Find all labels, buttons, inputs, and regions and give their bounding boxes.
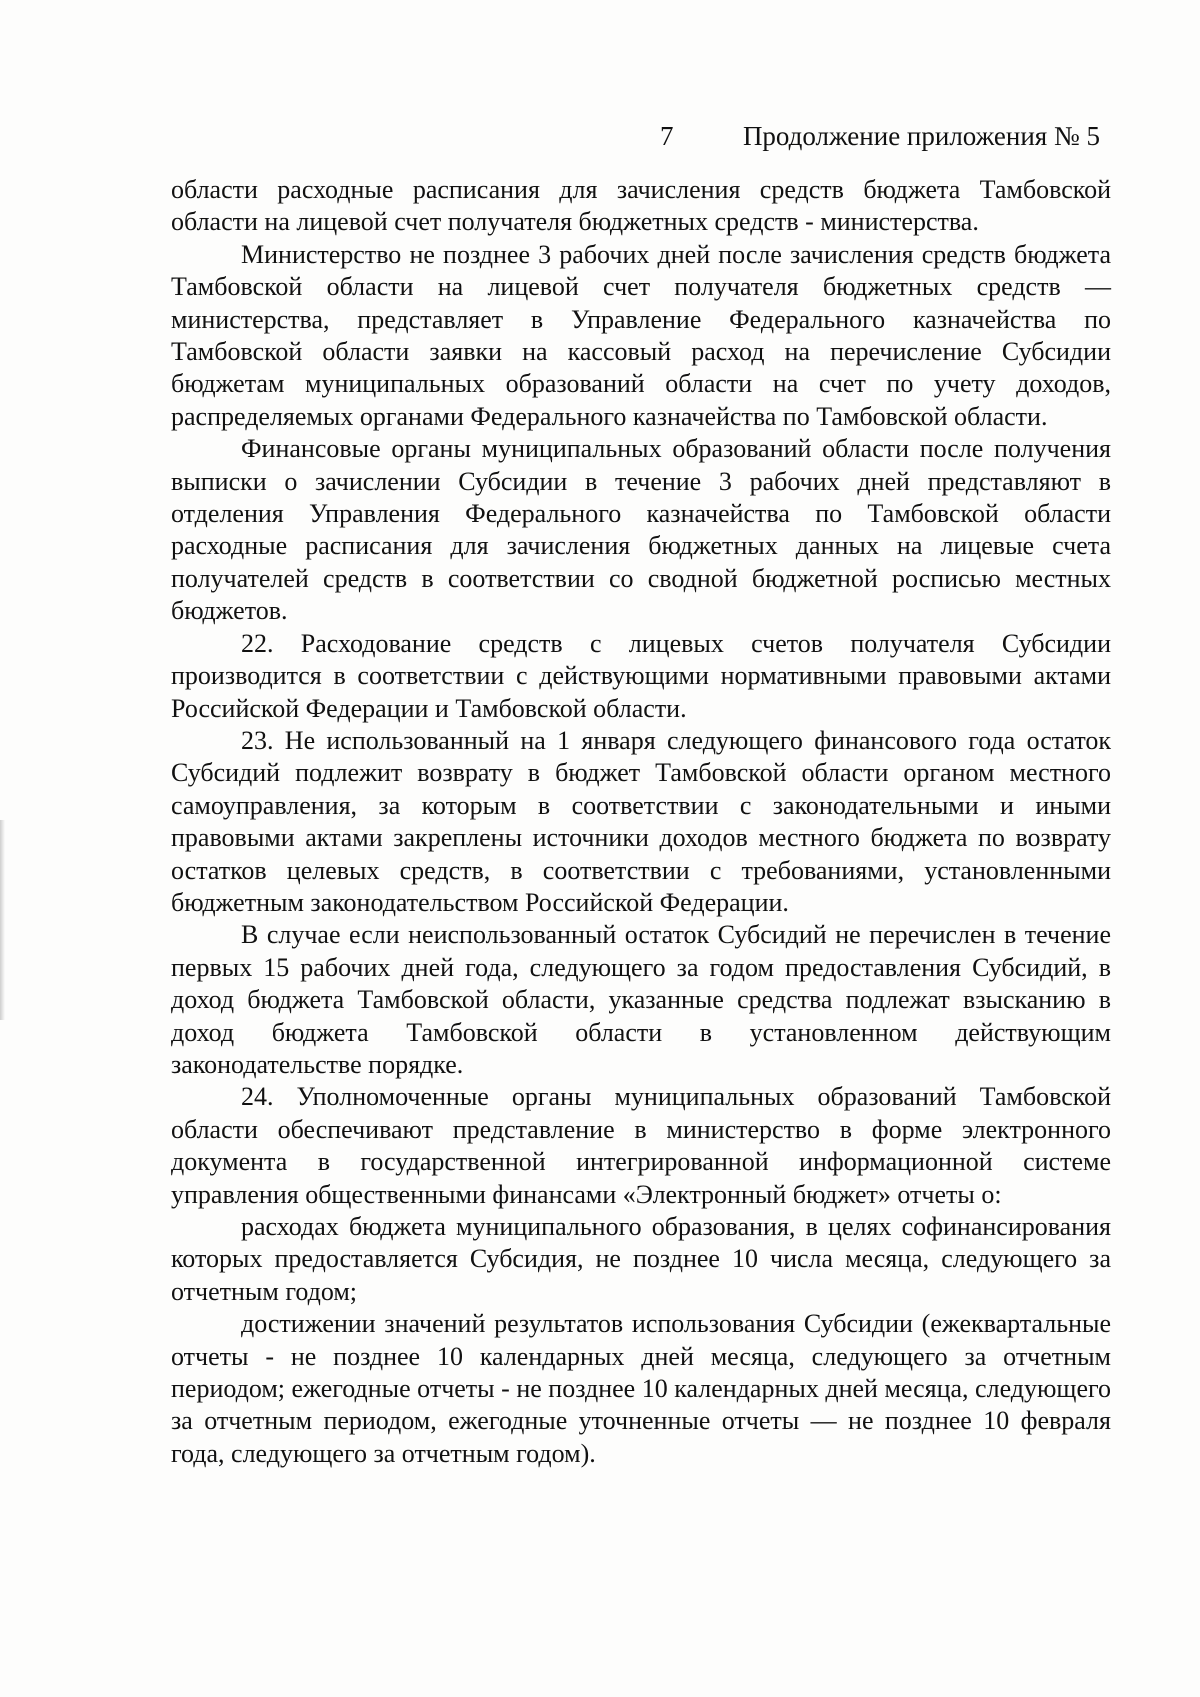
paragraph-results-report: достижении значений результатов использования Субсидии (ежеквартальные отчеты - не позднее 10 календарных дней месяца, следующего за отчетным периодом; ежегодные отчеты - не позднее 10 календарных дней месяца, следующего за отчетным периодом, ежегодные уточненные отчеты — не позднее 10 февраля года, следующего за отчетным годом).	[171, 1309, 1111, 1468]
paragraph-item-24: 24. Уполномоченные органы муниципальных образований Тамбовской области обеспечивают представление в министерство в форме электронного документа в государственной интегрированной информационной системе управления общественными финансами «Электронный бюджет» отчеты о:	[171, 1082, 1111, 1209]
paragraph-financial-bodies: Финансовые органы муниципальных образований области после получения выписки о зачислении Субсидии в течение 3 рабочих дней представляют в отделения Управления Федерального казначейства по Тамбовской области расходные расписания для зачисления бюджетных данных на лицевые счета получателей средств в соответствии со сводной бюджетной росписью местных бюджетов.	[171, 434, 1111, 626]
paragraph-item-23: 23. Не использованный на 1 января следующего финансового года остаток Субсидий подлежит возврату в бюджет Тамбовской области органом местного самоуправления, за которым в соответствии с законодательными и иными правовыми актами закреплены источники доходов местного бюджета по возврату остатков целевых средств, в соответствии с требованиями, установленными бюджетным законодательством Российской Федерации.	[171, 725, 1111, 917]
scan-edge-shadow	[0, 820, 5, 1020]
appendix-continuation-title: Продолжение приложения № 5	[742, 121, 1100, 151]
paragraph-expenses-report: расходах бюджета муниципального образования, в целях софинансирования которых предоставляется Субсидия, не позднее 10 числа месяца, следующего за отчетным годом;	[171, 1212, 1111, 1306]
page-number: 7	[660, 121, 674, 151]
paragraph-unspent-balance: В случае если неиспользованный остаток Субсидий не перечислен в течение первых 15 рабочих дней года, следующего за годом предоставления Субсидий, в доход бюджета Тамбовской области, указанные средства подлежат взысканию в доход бюджета Тамбовской области в установленном действующим законодательстве порядке.	[171, 920, 1111, 1079]
document-body	[171, 174, 1111, 1470]
paragraph-item-22: 22. Расходование средств с лицевых счетов получателя Субсидии производится в соответствии с действующими нормативными правовыми актами Российской Федерации и Тамбовской области.	[171, 628, 1111, 723]
page-header	[0, 116, 1200, 156]
paragraph-continuation: области расходные расписания для зачисления средств бюджета Тамбовской области на лицевой счет получателя бюджетных средств - министерства.	[171, 175, 1111, 237]
paragraph-ministry-requests: Министерство не позднее 3 рабочих дней после зачисления средств бюджета Тамбовской области на лицевой счет получателя бюджетных средств — министерства, представляет в Управление Федерального казначейства по Тамбовской области заявки на кассовый расход на перечисление Субсидии бюджетам муниципальных образований области на счет по учету доходов, распределяемых органами Федерального казначейства по Тамбовской области.	[171, 239, 1111, 431]
